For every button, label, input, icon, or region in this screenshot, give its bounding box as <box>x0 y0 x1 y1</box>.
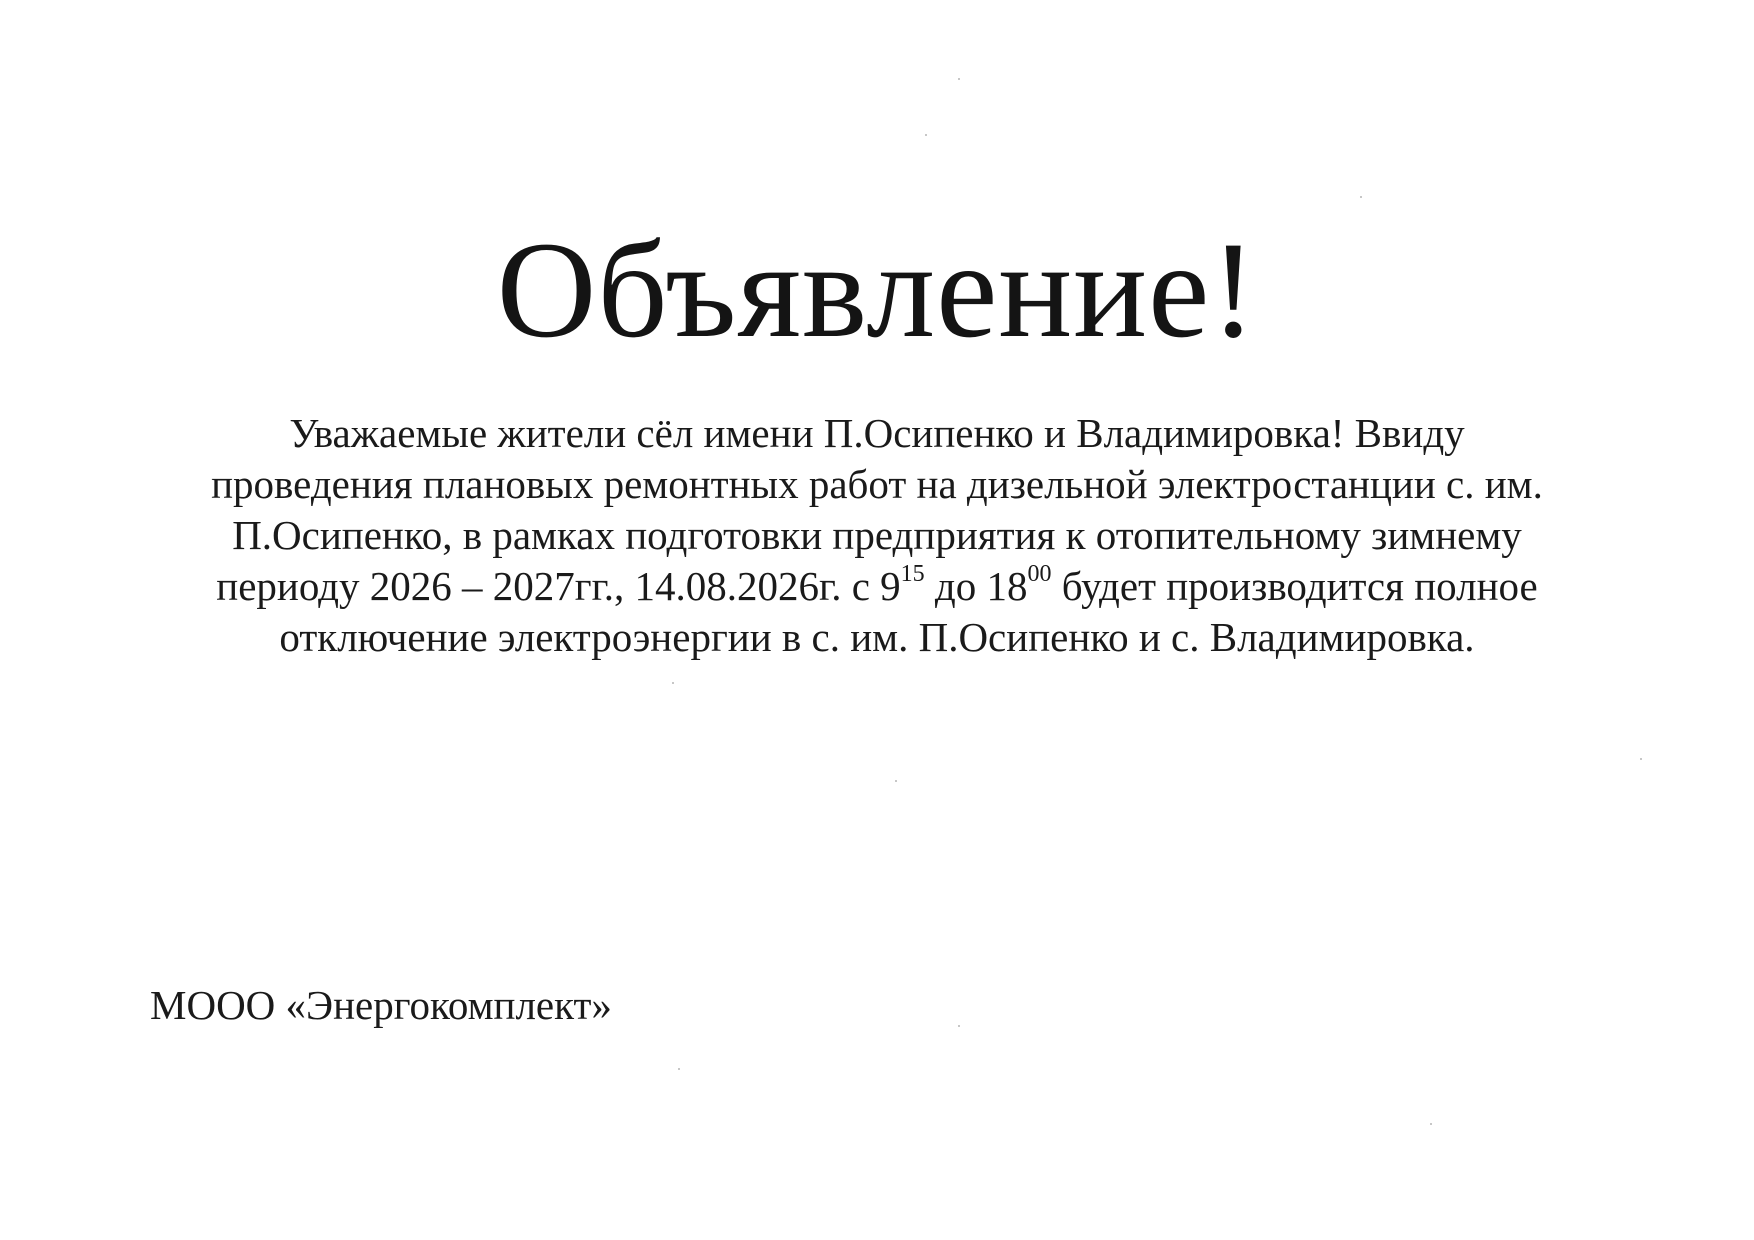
scan-speck <box>678 1068 680 1070</box>
period-text: периоду 2026 – 2027гг., 14.08.2026г. с 9 <box>216 563 901 609</box>
scan-speck <box>925 134 927 136</box>
scan-speck <box>958 78 960 80</box>
signature: МООО «Энергокомплект» <box>150 982 612 1028</box>
end-time-minutes: 00 <box>1027 561 1052 588</box>
notice-title: Объявление! <box>496 213 1258 366</box>
notice-body-line-5: отключение электроэнергии в с. им. П.Осипенко и с. Владимировка. <box>279 614 1475 660</box>
scan-speck <box>1430 1123 1432 1125</box>
notice-body <box>110 408 1644 663</box>
notice-body-line-3: П.Осипенко, в рамках подготовки предприятия к отопительному зимнему <box>232 512 1522 558</box>
scan-speck <box>895 780 897 782</box>
notice-body-line-2: проведения плановых ремонтных работ на дизельной электростанции с. им. <box>211 461 1543 507</box>
scan-speck <box>958 1025 960 1027</box>
scan-speck <box>672 682 674 684</box>
outage-text: будет производится полное <box>1051 563 1538 609</box>
notice-body-line-4 <box>110 561 1644 612</box>
notice-body-line-1: Уважаемые жители сёл имени П.Осипенко и Владимировка! Ввиду <box>289 410 1465 456</box>
scan-speck <box>1640 758 1642 760</box>
scan-speck <box>1360 196 1362 198</box>
end-time-text: до 18 <box>924 563 1028 609</box>
start-time-minutes: 15 <box>900 561 925 588</box>
